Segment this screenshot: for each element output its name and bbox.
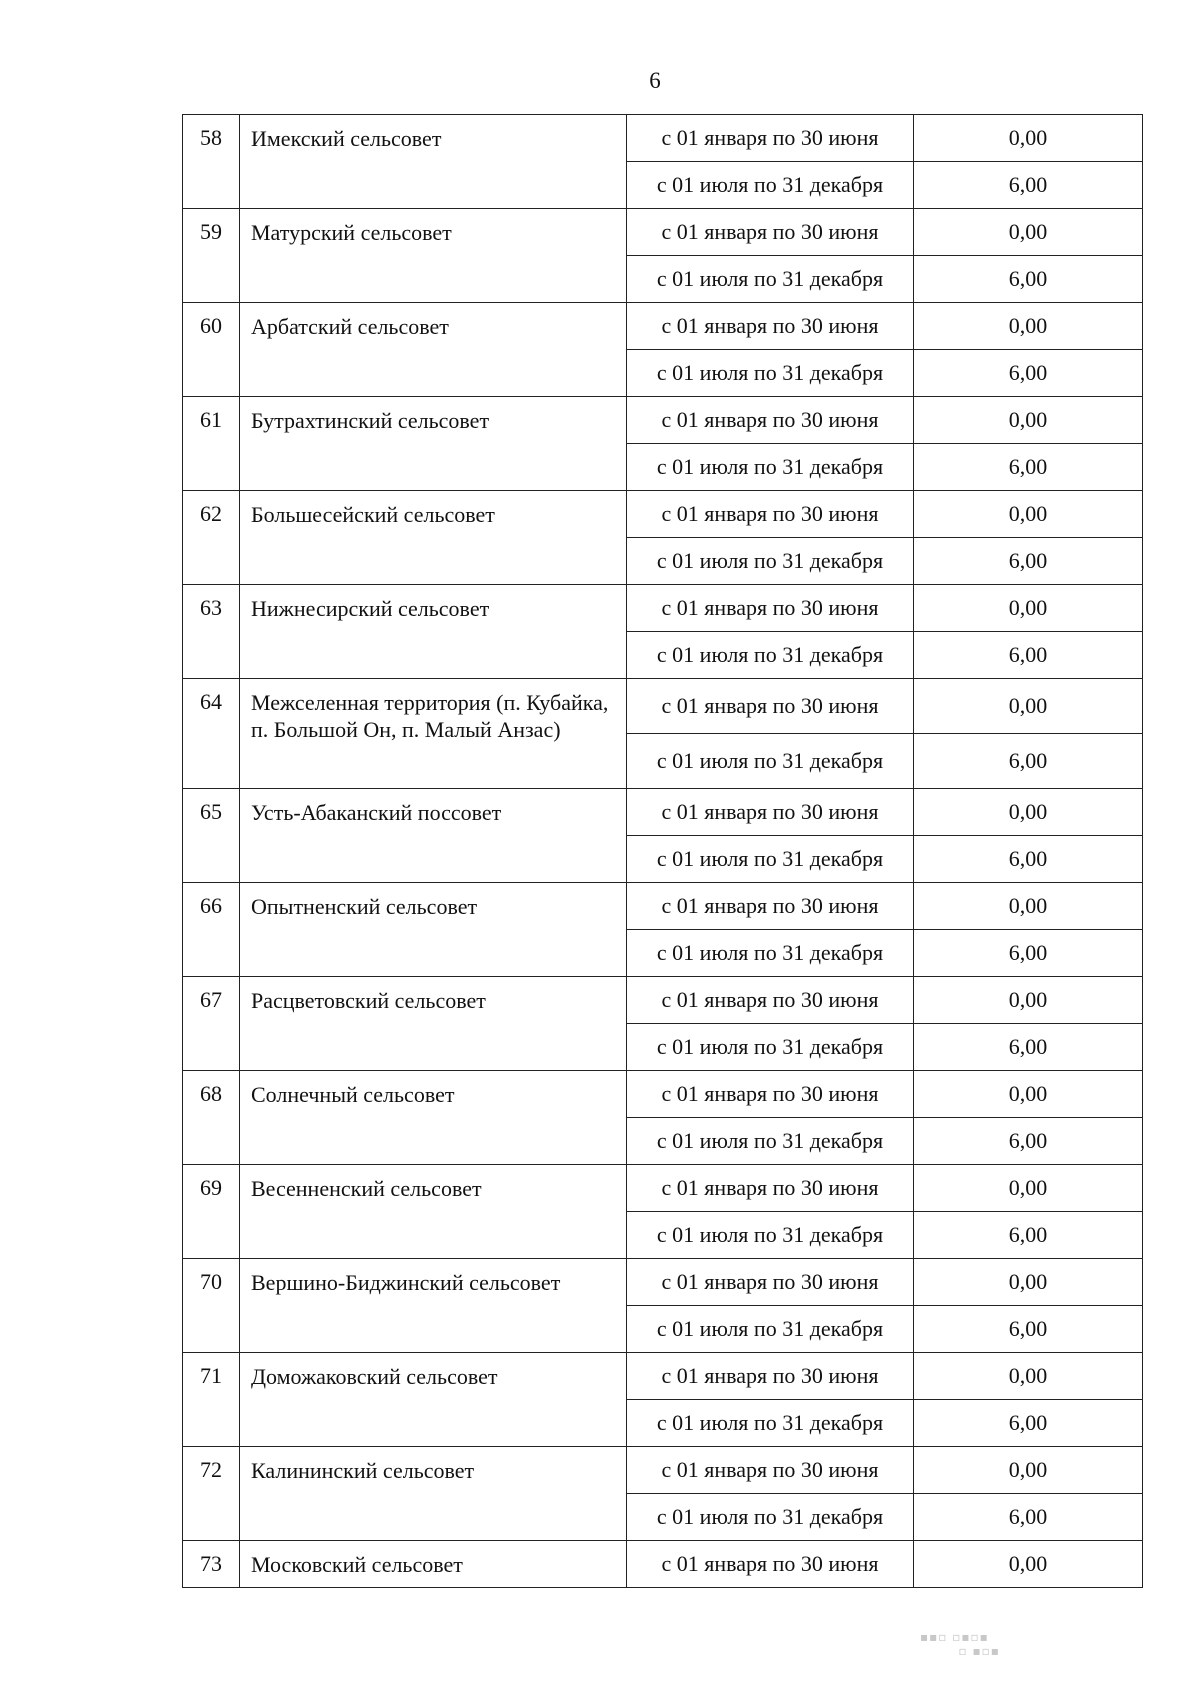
row-number: 63 [183,585,240,679]
period-second-half: с 01 июля по 31 декабря [627,256,914,303]
period-second-half: с 01 июля по 31 декабря [627,1400,914,1447]
rate-first-half: 0,00 [914,1071,1143,1118]
rate-second-half: 6,00 [914,256,1143,303]
period-second-half: с 01 июля по 31 декабря [627,350,914,397]
row-number: 71 [183,1353,240,1447]
table-row [183,1447,1143,1494]
table-row [183,679,1143,734]
rate-first-half: 0,00 [914,1353,1143,1400]
rate-second-half: 6,00 [914,538,1143,585]
rate-second-half: 6,00 [914,632,1143,679]
rate-second-half: 6,00 [914,1306,1143,1353]
period-second-half: с 01 июля по 31 декабря [627,1306,914,1353]
rate-first-half: 0,00 [914,883,1143,930]
rate-first-half: 0,00 [914,1541,1143,1588]
period-first-half: с 01 января по 30 июня [627,977,914,1024]
period-second-half: с 01 июля по 31 декабря [627,836,914,883]
municipality-name: Опытненский сельсовет [240,883,627,977]
rate-first-half: 0,00 [914,679,1143,734]
rate-first-half: 0,00 [914,209,1143,256]
period-second-half: с 01 июля по 31 декабря [627,1118,914,1165]
scan-stamp-mark: ▪▪▫ ▫▪▫▪ ▫ ▪▫▪ [920,1630,1000,1658]
table-row [183,1541,1143,1588]
period-second-half: с 01 июля по 31 декабря [627,1494,914,1541]
municipality-name: Усть-Абаканский поссовет [240,789,627,883]
row-number: 70 [183,1259,240,1353]
table-row [183,1353,1143,1400]
period-first-half: с 01 января по 30 июня [627,1165,914,1212]
period-second-half: с 01 июля по 31 декабря [627,1212,914,1259]
rate-second-half: 6,00 [914,1494,1143,1541]
table-row [183,977,1143,1024]
municipality-name: Нижнесирский сельсовет [240,585,627,679]
table-row [183,883,1143,930]
rate-first-half: 0,00 [914,789,1143,836]
municipality-name: Московский сельсовет [240,1541,627,1588]
municipality-name: Вершино-Биджинский сельсовет [240,1259,627,1353]
municipality-name: Доможаковский сельсовет [240,1353,627,1447]
row-number: 59 [183,209,240,303]
table-row [183,397,1143,444]
rate-second-half: 6,00 [914,836,1143,883]
period-second-half: с 01 июля по 31 декабря [627,1024,914,1071]
row-number: 72 [183,1447,240,1541]
rate-first-half: 0,00 [914,1259,1143,1306]
municipality-name: Калининский сельсовет [240,1447,627,1541]
municipality-name: Расцветовский сельсовет [240,977,627,1071]
row-number: 61 [183,397,240,491]
table-row [183,1259,1143,1306]
rate-first-half: 0,00 [914,585,1143,632]
rate-first-half: 0,00 [914,303,1143,350]
row-number: 73 [183,1541,240,1588]
period-second-half: с 01 июля по 31 декабря [627,734,914,789]
rate-first-half: 0,00 [914,977,1143,1024]
period-first-half: с 01 января по 30 июня [627,585,914,632]
period-first-half: с 01 января по 30 июня [627,789,914,836]
period-first-half: с 01 января по 30 июня [627,397,914,444]
period-first-half: с 01 января по 30 июня [627,679,914,734]
municipality-name: Большесейский сельсовет [240,491,627,585]
rate-first-half: 0,00 [914,115,1143,162]
row-number: 62 [183,491,240,585]
municipality-name: Матурский сельсовет [240,209,627,303]
row-number: 60 [183,303,240,397]
period-second-half: с 01 июля по 31 декабря [627,162,914,209]
rate-second-half: 6,00 [914,734,1143,789]
period-second-half: с 01 июля по 31 декабря [627,930,914,977]
table-row [183,1071,1143,1118]
table-row [183,1165,1143,1212]
table-row [183,115,1143,162]
rate-second-half: 6,00 [914,350,1143,397]
period-first-half: с 01 января по 30 июня [627,1541,914,1588]
rate-second-half: 6,00 [914,1212,1143,1259]
row-number: 64 [183,679,240,789]
table-row [183,585,1143,632]
rate-first-half: 0,00 [914,491,1143,538]
row-number: 65 [183,789,240,883]
row-number: 68 [183,1071,240,1165]
municipality-name: Бутрахтинский сельсовет [240,397,627,491]
period-second-half: с 01 июля по 31 декабря [627,538,914,585]
row-number: 67 [183,977,240,1071]
period-first-half: с 01 января по 30 июня [627,115,914,162]
municipality-name: Арбатский сельсовет [240,303,627,397]
rate-second-half: 6,00 [914,930,1143,977]
period-first-half: с 01 января по 30 июня [627,1353,914,1400]
rates-table [182,114,1143,1588]
period-first-half: с 01 января по 30 июня [627,883,914,930]
period-first-half: с 01 января по 30 июня [627,491,914,538]
period-first-half: с 01 января по 30 июня [627,209,914,256]
rate-second-half: 6,00 [914,162,1143,209]
rate-second-half: 6,00 [914,444,1143,491]
municipality-name: Весенненский сельсовет [240,1165,627,1259]
table-row [183,789,1143,836]
period-first-half: с 01 января по 30 июня [627,1259,914,1306]
table-row [183,209,1143,256]
page-number: 6 [649,68,661,93]
period-first-half: с 01 января по 30 июня [627,1447,914,1494]
rate-first-half: 0,00 [914,1165,1143,1212]
rate-second-half: 6,00 [914,1024,1143,1071]
period-first-half: с 01 января по 30 июня [627,1071,914,1118]
table-row [183,491,1143,538]
row-number: 66 [183,883,240,977]
rate-first-half: 0,00 [914,1447,1143,1494]
municipality-name: Межселенная территория (п. Кубайка, п. Большой Он, п. Малый Анзас) [240,679,627,789]
rate-second-half: 6,00 [914,1118,1143,1165]
period-first-half: с 01 января по 30 июня [627,303,914,350]
period-second-half: с 01 июля по 31 декабря [627,632,914,679]
table-row [183,303,1143,350]
period-second-half: с 01 июля по 31 декабря [627,444,914,491]
municipality-name: Солнечный сельсовет [240,1071,627,1165]
rate-second-half: 6,00 [914,1400,1143,1447]
rate-first-half: 0,00 [914,397,1143,444]
rates-table-body [183,115,1143,1588]
row-number: 69 [183,1165,240,1259]
row-number: 58 [183,115,240,209]
municipality-name: Имекский сельсовет [240,115,627,209]
